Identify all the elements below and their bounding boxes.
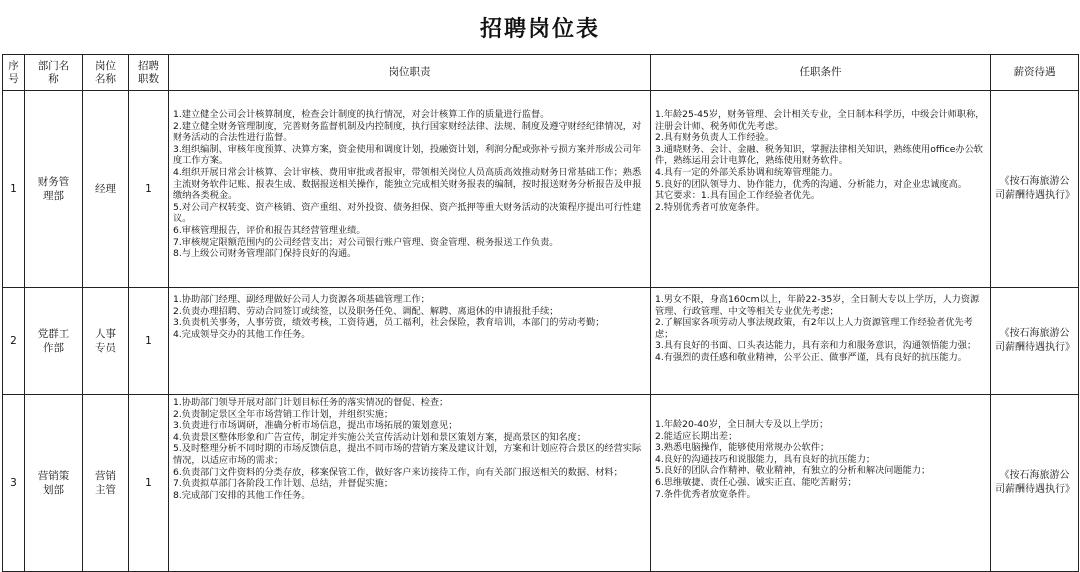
duty-item: 3.组织编制、审核年度预算、决算方案，资金使用和调度计划，投融资计划，利润分配或弥补亏损方案并形成公司年度工作方案。: [173, 143, 642, 167]
header-salary: 薪资待遇: [991, 55, 1079, 91]
row-post: 营销主管: [83, 395, 129, 572]
requirement-item: 2.了解国家各项劳动人事法规政策，有2年以上人力资源管理工作经验者优先考虑；: [655, 317, 973, 340]
header-row: [3, 55, 1079, 91]
header-requirements: 任职条件: [651, 55, 991, 91]
table-row: [3, 395, 1079, 572]
row-count: 1: [129, 91, 169, 288]
requirement-item: 2.具有财务负责人工作经验。: [655, 132, 775, 144]
requirement-item: 1.年龄25-45岁，财务管理、会计相关专业，全日制本科学历，中级会计师职称，注册会计师、税务师优先考虑。: [655, 109, 985, 132]
duty-item: 2.建立健全财务管理制度，完善财务监督机制及内控制度，执行国家财经法律、法规、制度及遵守财经纪律情况，对财务活动的合法性进行监督。: [173, 120, 642, 144]
duty-item: 8.完成部门安排的其他工作任务。: [173, 489, 311, 501]
duty-item: 6.审核管理报告，评价和报告其经营管理业绩。: [173, 224, 366, 236]
duty-item: 2.负责办理招聘、劳动合同签订或续签，以及职务任免、调配、解聘、离退休的申请报批手续；: [173, 305, 559, 317]
requirement-item: 6.思维敏捷、责任心强、诚实正直、能吃苦耐劳；: [655, 476, 857, 488]
header-dept: 部门名称: [25, 55, 83, 91]
row-salary: 《按石海旅游公司薪酬待遇执行》: [991, 91, 1079, 288]
row-requirements: [651, 395, 991, 572]
duty-item: 8.与上级公司财务管理部门保持良好的沟通。: [173, 248, 357, 260]
row-dept: 党群工作部: [25, 288, 83, 395]
row-count: 1: [129, 395, 169, 572]
row-salary: 《按石海旅游公司薪酬待遇执行》: [991, 288, 1079, 395]
requirement-item: 5.良好的团队领导力、协作能力，优秀的沟通、分析能力，对企业忠诚度高。: [655, 178, 967, 190]
row-requirements: [651, 91, 991, 288]
header-post: 岗位名称: [83, 55, 129, 91]
row-dept: 财务管理部: [25, 91, 83, 288]
header-count: 招聘职数: [129, 55, 169, 91]
row-seq: 1: [3, 91, 25, 288]
requirement-item: 5.良好的团队合作精神、敬业精神，有独立的分析和解决问题能力；: [655, 465, 931, 477]
duty-item: 3.负责进行市场调研，准确分析市场信息，提出市场拓展的策划意见；: [173, 420, 458, 432]
row-requirements: [651, 288, 991, 395]
row-dept: 营销策划部: [25, 395, 83, 572]
duty-item: 6.负责部门文件资料的分类存放，移案保管工作，做好客户来访接待工作，向有关部门报送相关的数据、材料；: [173, 466, 623, 478]
requirement-item: 3.具有良好的书面、口头表达能力，具有亲和力和服务意识，沟通领悟能力强；: [655, 340, 977, 352]
requirement-item: 4.良好的沟通技巧和说服能力，具有良好的抗压能力；: [655, 453, 876, 465]
duty-item: 4.完成领导交办的其他工作任务。: [173, 328, 311, 340]
requirement-item: 1.年龄20-40岁，全日制大专及以上学历；: [655, 419, 829, 430]
requirement-item: 4.具有一定的外部关系协调和统筹管理能力。: [655, 166, 839, 178]
row-salary: 《按石海旅游公司薪酬待遇执行》: [991, 395, 1079, 572]
header-duties: 岗位职责: [169, 55, 651, 91]
recruitment-table: [2, 54, 1079, 572]
requirement-item: 3.通晓财务、会计、金融、税务知识，掌握法律相关知识，熟练使用office办公软件，熟练运用会计电算化，熟练使用财务软件。: [655, 143, 983, 167]
duty-item: 5.对公司产权转变、资产核销、资产重组、对外投资、债务担保、资产抵押等重大财务活动的决策程序提出可行性建议。: [173, 201, 642, 225]
duty-item: 4.负责景区整体形象和广告宣传，制定并实施公关宣传活动计划和景区策划方案，提高景区的知名度；: [173, 431, 587, 443]
duty-item: 5.及时整理分析不同时期的市场反馈信息，提出不同市场的营销方案及建议计划，方案和计划应符合景区的经营实际情况，以适应市场的需求；: [173, 443, 642, 466]
row-duties: [169, 91, 651, 288]
requirement-item: 3.熟悉电脑操作，能够使用常规办公软件；: [655, 442, 830, 454]
row-duties: [169, 288, 651, 395]
requirement-item: 其它要求：1.具有国企工作经验者优先。: [655, 190, 820, 202]
header-seq: 序号: [3, 55, 25, 91]
row-seq: 2: [3, 288, 25, 395]
row-post: 人事专员: [83, 288, 129, 395]
requirement-item: 2.能适应长期出差；: [655, 430, 738, 442]
requirement-item: 7.条件优秀者放宽条件。: [655, 488, 756, 500]
row-post: 经理: [83, 91, 129, 288]
requirement-item: 1.男女不限，身高160cm以上，年龄22-35岁，全日制大专以上学历，人力资源管理、行政管理、中文等相关专业优先考虑；: [655, 294, 980, 317]
duty-item: 1.协助部门领导开展对部门计划目标任务的落实情况的督促、检查；: [173, 397, 449, 408]
table-row: [3, 288, 1079, 395]
table-row: [3, 91, 1079, 288]
row-duties: [169, 395, 651, 572]
duty-item: 2.负责制定景区全年市场营销工作计划，并组织实施；: [173, 408, 394, 420]
duty-item: 3.负责机关事务，人事劳资，绩效考核，工资待遇，员工福利，社会保险，教育培训，本部门的劳动考勤；: [173, 317, 605, 329]
requirement-item: 4.有强烈的责任感和敬业精神，公平公正、做事严谨，具有良好的抗压能力。: [655, 351, 967, 363]
duty-item: 1.建立健全公司会计核算制度，检查会计制度的执行情况，对会计核算工作的质量进行监督。: [173, 109, 550, 120]
page-title: 招聘岗位表: [479, 15, 600, 42]
duty-item: 4.组织开展日常会计核算、会计审核、费用审批或者报审，带领相关岗位人员高质高效推动财务日常基础工作；熟悉主流财务软件记账、报表生成、数据报送相关操作，能独立完成相关财务报表的编制，按时报送财务分析报告及申报缴纳各类税金。: [173, 166, 642, 202]
row-seq: 3: [3, 395, 25, 572]
requirement-item: 2.特别优秀者可放宽条件。: [655, 201, 765, 213]
duty-item: 1.协助部门经理、副经理做好公司人力资源各项基础管理工作；: [173, 294, 430, 305]
duty-item: 7.审核规定限额范围内的公司经营支出；对公司银行账户管理、资金管理、税务报送工作负责。: [173, 236, 559, 248]
duty-item: 7.负责拟草部门各阶段工作计划、总结，并督促实施；: [173, 478, 394, 490]
row-count: 1: [129, 288, 169, 395]
